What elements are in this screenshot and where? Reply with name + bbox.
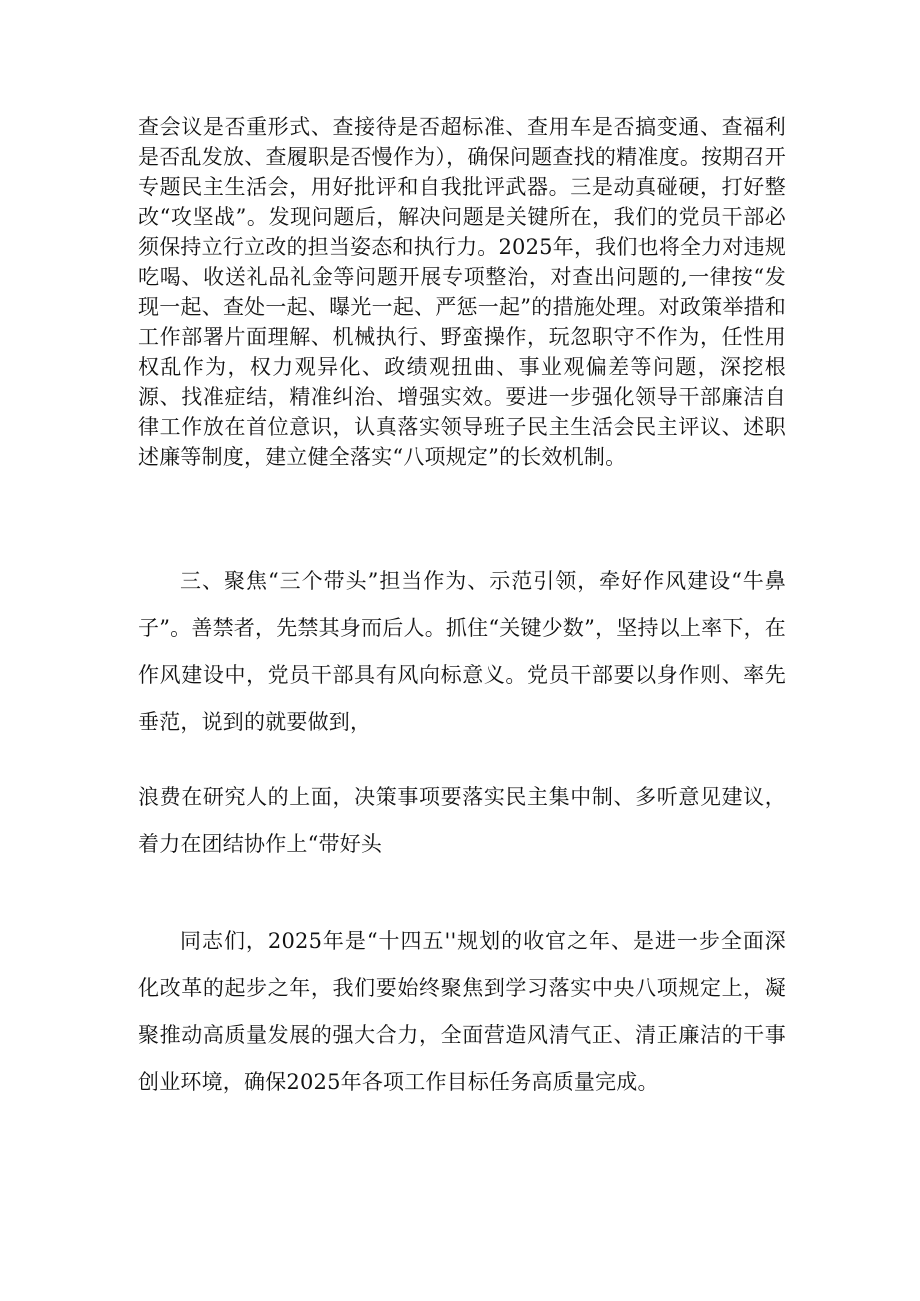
paragraph-conclusion: 同志们，2025年是“十四五''规划的收官之年、是进一步全面深化改革的起步之年，我们要始终聚焦到学习落实中央八项规定上，凝聚推动高质量发展的强大合力，全面营造风清气正、清正廉洁的干事创业环境，确保2025年各项工作目标任务高质量完成。: [138, 929, 786, 1094]
paragraph-rectification: 查会议是否重形式、查接待是否超标准、查用车是否搞变通、查福利是否乱发放、查履职是否慢作为），确保问题查找的精准度。按期召开专题民主生活会，用好批评和自我批评武器。三是动真碰硬，打好整改“攻坚战”。发现问题后，解决问题是关键所在，我们的党员干部必须保持立行立改的担当姿态和执行力。2025年，我们也将全力对违规吃喝、收送礼品礼金等问题开展专项整治，对查出问题的,一律按“发现一起、查处一起、曝光一起、严惩一起”的措施处理。对政策举措和工作部署片面理解、机械执行、野蛮操作，玩忽职守不作为，任性用权乱作为，权力观异化、政绩观扭曲、事业观偏差等问题，深挖根源、找准症结，精准纠治、增强实效。要进一步强化领导干部廉洁自律工作放在首位意识，认真落实领导班子民主生活会民主评议、述职述廉等制度，建立健全落实“八项规定”的长效机制。: [138, 115, 786, 469]
paragraph-fragment: 浪费在研究人的上面，决策事项要落实民主集中制、多听意见建议，着力在团结协作上“带好头: [138, 785, 786, 856]
paragraph-section-three: 三、聚焦“三个带头”担当作为、示范引领，牵好作风建设“牛鼻子”。善禁者，先禁其身而后人。抓住“关键少数”，坚持以上率下，在作风建设中，党员干部具有风向标意义。党员干部要以身作则、率先垂范，说到的就要做到，: [138, 569, 786, 734]
